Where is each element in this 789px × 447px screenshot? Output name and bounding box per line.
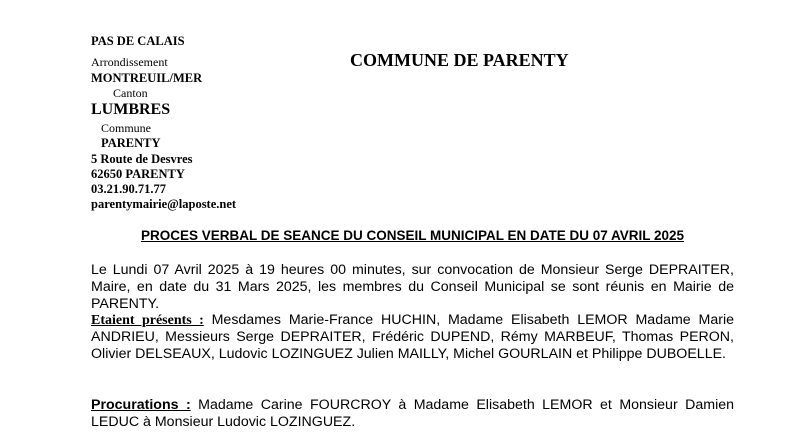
- canton-label: Canton: [113, 86, 148, 100]
- commune-label: Commune: [101, 121, 151, 135]
- presents-paragraph: [91, 312, 734, 363]
- canton-name: LUMBRES: [91, 101, 171, 118]
- arrondissement-name: MONTREUIL/MER: [91, 71, 203, 85]
- minutes-title: PROCES VERBAL DE SEANCE DU CONSEIL MUNICIPAL EN DATE DU 07 AVRIL 2025: [140, 228, 685, 243]
- address: 5 Route de Desvres: [91, 152, 193, 166]
- department-name: PAS DE CALAIS: [91, 34, 185, 48]
- presents-label: Etaient présents :: [91, 313, 204, 328]
- procurations-text: Madame Carine FOURCROY à Madame Elisabeth LEMOR et Monsieur Damien LEDUC à Monsieur Ludovic LOZINGUEZ.: [91, 397, 734, 430]
- commune-title: COMMUNE DE PARENTY: [350, 50, 569, 70]
- arrondissement-label: Arrondissement: [91, 55, 168, 69]
- presents-text: Mesdames Marie-France HUCHIN, Madame Elisabeth LEMOR Madame Marie ANDRIEU, Messieurs Serge DEPRAITER, Frédéric DUPEND, Rémy MARBEUF, Thomas PERON, Olivier DELSEAUX, Ludovic LOZINGUEZ Julien MAILLY, Michel GOURLAIN et Philippe DUBOELLE.: [91, 312, 734, 362]
- commune-name: PARENTY: [101, 136, 161, 150]
- postal-address: 62650 PARENTY: [91, 167, 185, 181]
- procurations-label: Procurations :: [91, 397, 191, 413]
- procurations-paragraph: [91, 397, 734, 431]
- intro-paragraph: Le Lundi 07 Avril 2025 à 19 heures 00 minutes, sur convocation de Monsieur Serge DEPRAITER, Maire, en date du 31 Mars 2025, les membres du Conseil Municipal se sont réunis en Mairie de PARENTY.: [91, 262, 734, 312]
- email-address: parentymairie@laposte.net: [91, 197, 237, 211]
- phone-number: 03.21.90.71.77: [91, 182, 166, 196]
